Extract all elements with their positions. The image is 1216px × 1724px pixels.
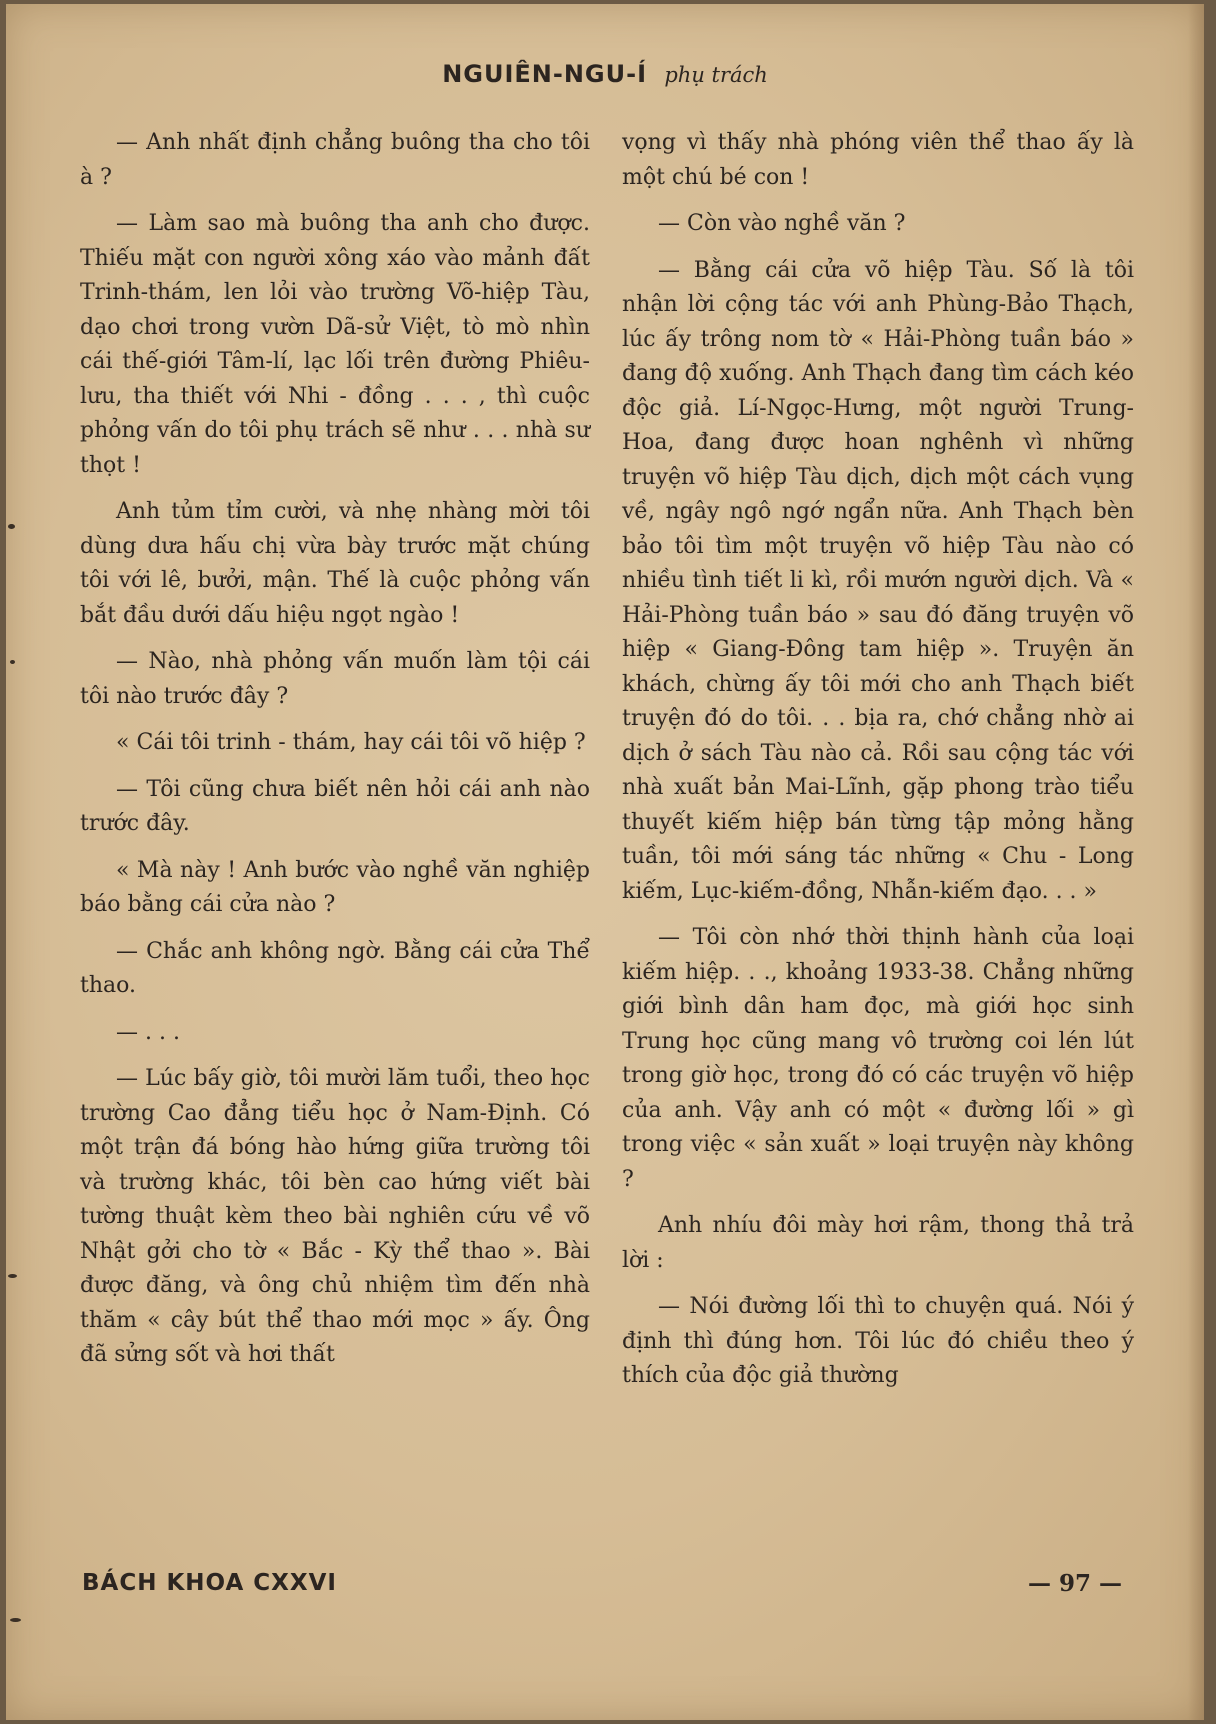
- left-paragraph: — Tôi cũng chưa biết nên hỏi cái anh nào trước đây.: [80, 776, 590, 836]
- header-author: NGUIÊN-NGU-Í: [442, 60, 647, 88]
- left-paragraph: Anh tủm tỉm cười, và nhẹ nhàng mời tôi dùng dưa hấu chị vừa bày trước mặt chúng tôi với lê, bưởi, mận. Thế là cuộc phỏng vấn bắt đầu dưới dấu hiệu ngọt ngào !: [80, 499, 590, 628]
- print-speck: [8, 1274, 17, 1278]
- print-speck: [8, 524, 15, 529]
- right-column: [622, 126, 1134, 1406]
- right-paragraph: — Còn vào nghề văn ?: [658, 211, 906, 236]
- right-paragraph: — Tôi còn nhớ thời thịnh hành của loại kiếm hiệp. . ., khoảng 1933-38. Chẳng những giới bình dân ham đọc, mà giới học sinh Trung học cũng mang vô trường coi lén lút trong giờ học, trong đó có các truyện võ hiệp của anh. Vậy anh có một « đường lối » gì trong việc « sản xuất » loại truyện này không ?: [622, 925, 1134, 1192]
- header-subtitle: phụ trách: [664, 63, 768, 87]
- print-speck: [10, 1618, 21, 1622]
- print-speck: [10, 660, 15, 664]
- right-paragraph: Anh nhíu đôi mày hơi rậm, thong thả trả lời :: [622, 1213, 1134, 1273]
- left-paragraph: — . . .: [116, 1019, 180, 1045]
- left-paragraph: — Nào, nhà phỏng vấn muốn làm tội cái tôi nào trước đây ?: [80, 649, 590, 709]
- right-paragraph: vọng vì thấy nhà phóng viên thể thao ấy là một chú bé con !: [622, 130, 1134, 190]
- page-header: [6, 60, 1204, 88]
- left-paragraph: — Làm sao mà buông tha anh cho được. Thiếu mặt con người xông xáo vào mảnh đất Trinh-thám, len lỏi vào trường Võ-hiệp Tàu, dạo chơi trong vườn Dã-sử Việt, tò mò nhìn cái thế-giới Tâm-lí, lạc lối trên đường Phiêu-lưu, tha thiết với Nhi - đồng . . . , thì cuộc phỏng vấn do tôi phụ trách sẽ như . . . nhà sư thọt !: [80, 211, 590, 478]
- left-paragraph: « Cái tôi trinh - thám, hay cái tôi võ hiệp ?: [116, 730, 586, 755]
- right-paragraph: — Bằng cái cửa võ hiệp Tàu. Số là tôi nhận lời cộng tác với anh Phùng-Bảo Thạch, lúc ấy trông nom tờ « Hải-Phòng tuần báo » đang độ xuống. Anh Thạch đang tìm cách kéo độc giả. Lí-Ngọc-Hưng, một người Trung-Hoa, đang được hoan nghênh vì những truyện võ hiệp Tàu dịch, dịch một cách vụng về, ngây ngô ngớ ngẩn nữa. Anh Thạch bèn bảo tôi tìm một truyện võ hiệp Tàu nào có nhiều tình tiết li kì, rồi mướn người dịch. Và « Hải-Phòng tuần báo » sau đó đăng truyện võ hiệp « Giang-Đông tam hiệp ». Truyện ăn khách, chừng ấy tôi mới cho anh Thạch biết truyện đó do tôi. . . bịa ra, chớ chẳng nhờ ai dịch ở sách Tàu nào cả. Rồi sau cộng tác với nhà xuất bản Mai-Lĩnh, gặp phong trào tiểu thuyết kiếm hiệp bán từng tập mỏng hằng tuần, tôi mới sáng tác những « Chu - Long kiếm, Lục-kiếm-đồng, Nhẫn-kiếm đạo. . . »: [622, 257, 1134, 904]
- left-paragraph: « Mà này ! Anh bước vào nghề văn nghiệp báo bằng cái cửa nào ?: [80, 857, 590, 917]
- page-number: — 97 —: [1028, 1570, 1123, 1597]
- magazine-page: [6, 4, 1204, 1720]
- left-paragraph: — Lúc bấy giờ, tôi mười lăm tuổi, theo học trường Cao đẳng tiểu học ở Nam-Định. Có một trận đá bóng hào hứng giữa trường tôi và trường khác, tôi bèn cao hứng viết bài tường thuật kèm theo bài nghiên cứu về võ Nhật gởi cho tờ « Bắc - Kỳ thể thao ». Bài được đăng, và ông chủ nhiệm tìm đến nhà thăm « cây bút thể thao mới mọc » ấy. Ông đã sửng sốt và hơi thất: [80, 1066, 590, 1367]
- left-paragraph: — Anh nhất định chẳng buông tha cho tôi à ?: [80, 130, 590, 190]
- page-edge-shadow: [1188, 4, 1204, 1720]
- left-column: [80, 126, 590, 1385]
- left-paragraph: — Chắc anh không ngờ. Bằng cái cửa Thể thao.: [80, 938, 590, 998]
- right-paragraph: — Nói đường lối thì to chuyện quá. Nói ý định thì đúng hơn. Tôi lúc đó chiều theo ý thích của độc giả thường: [622, 1294, 1134, 1388]
- publication-name: BÁCH KHOA CXXVI: [82, 1570, 337, 1596]
